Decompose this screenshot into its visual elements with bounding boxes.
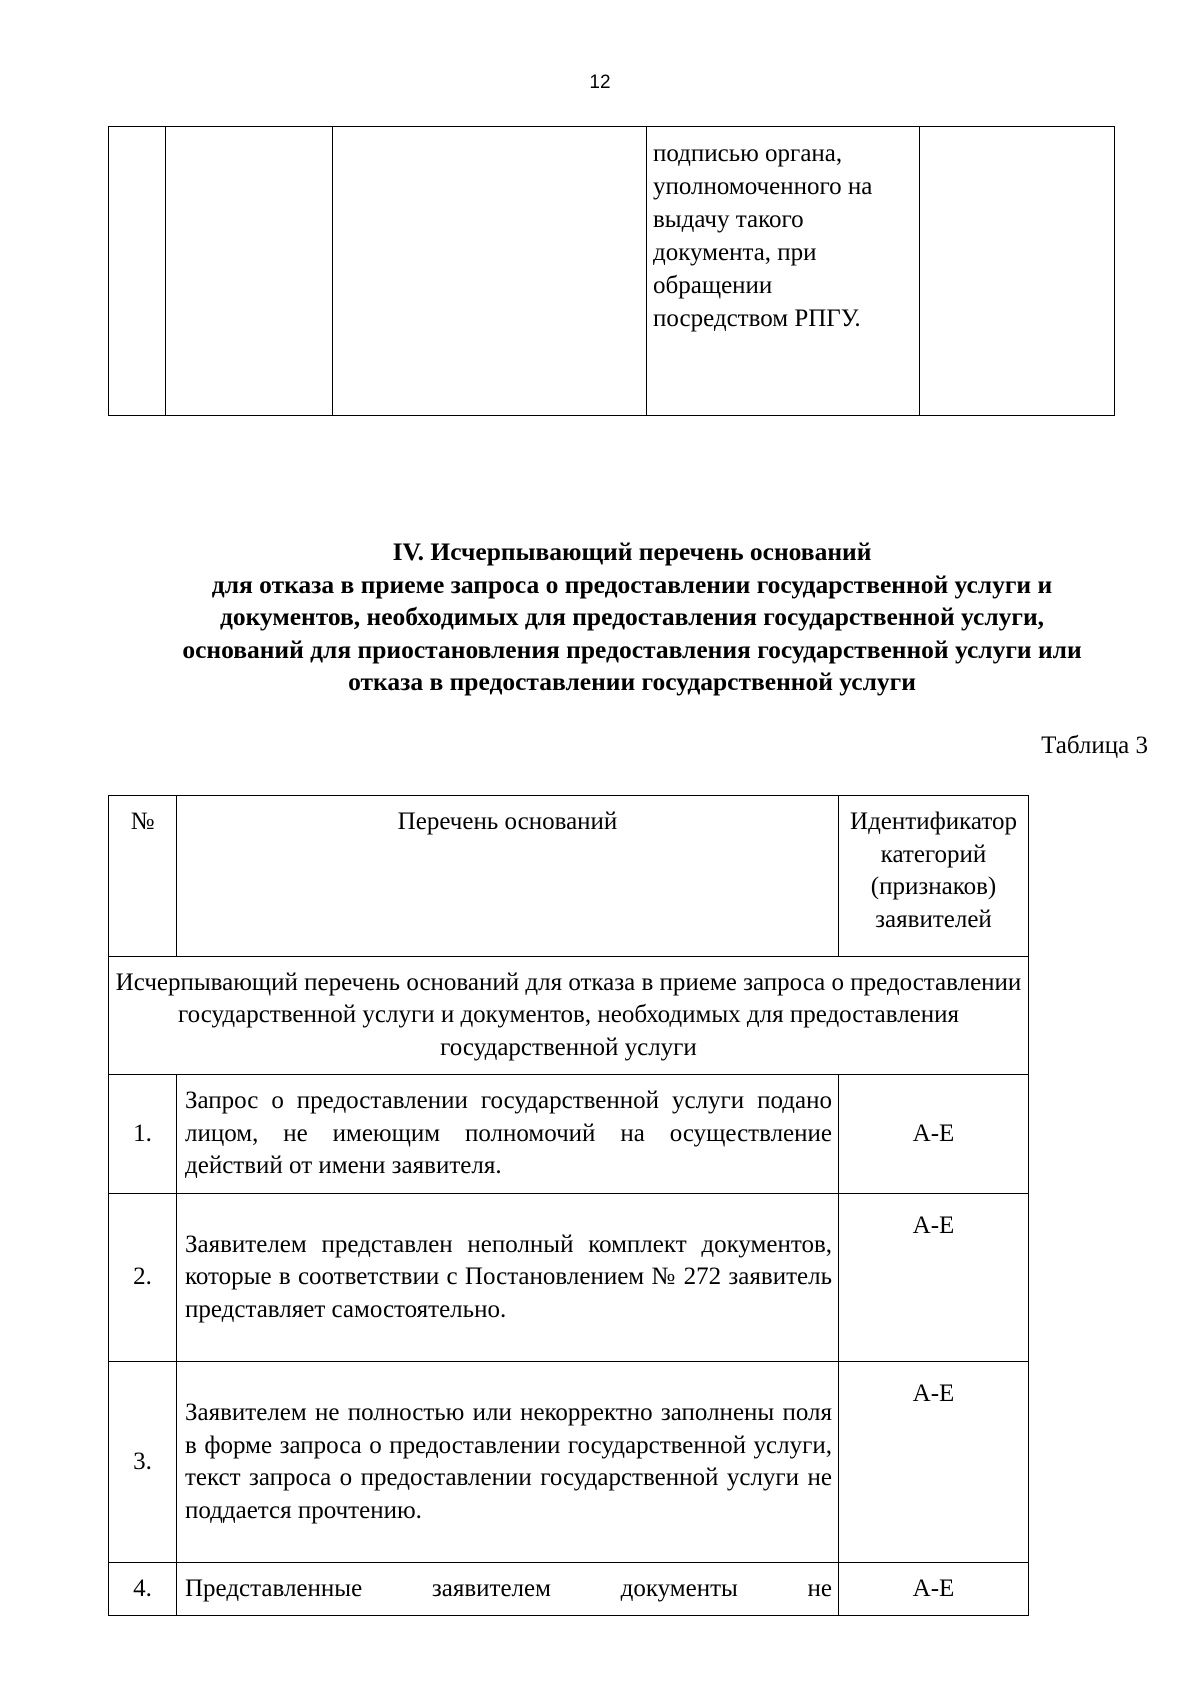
header-identifier: Идентификатор категорий (признаков) заявителей (839, 796, 1029, 957)
row-basis: Запрос о предоставлении государственной услуги подано лицом, не имеющим полномочий на осуществление действий от имени заявителя. (177, 1075, 839, 1194)
table-row (109, 1194, 1029, 1362)
group-title-row (109, 957, 1029, 1075)
section-heading-line: отказа в предоставлении государственной услуги (348, 667, 916, 696)
row-identifier: А-Е (839, 1563, 1029, 1616)
continuation-cell-5 (920, 127, 1115, 416)
table-row (109, 1362, 1029, 1563)
group-title: Исчерпывающий перечень оснований для отказа в приеме запроса о предоставлении государственной услуги и документов, необходимых для предоставления государственной услуги (109, 957, 1029, 1075)
row-identifier: А-Е (839, 1075, 1029, 1194)
section-heading (0, 536, 1200, 699)
header-basis: Перечень оснований (177, 796, 839, 957)
continuation-text-cell: подписью органа, уполномоченного на выдачу такого документа, при обращении посредством РПГУ. (647, 127, 920, 416)
row-number: 4. (109, 1563, 177, 1616)
table-row (109, 1075, 1029, 1194)
table-row (109, 1563, 1029, 1616)
row-basis: Представленные заявителем документы не (177, 1563, 839, 1616)
section-heading-line: IV. Исчерпывающий перечень оснований (392, 537, 872, 566)
row-number: 1. (109, 1075, 177, 1194)
row-identifier: А-Е (839, 1194, 1029, 1362)
grounds-table (108, 795, 1029, 1616)
continuation-cell-2 (166, 127, 333, 416)
row-number: 3. (109, 1362, 177, 1563)
continuation-table (108, 126, 1115, 416)
row-identifier: А-Е (839, 1362, 1029, 1563)
row-number: 2. (109, 1194, 177, 1362)
table-header-row (109, 796, 1029, 957)
section-heading-line: для отказа в приеме запроса о предоставлении государственной услуги и (211, 569, 1053, 599)
header-number: № (109, 796, 177, 957)
page-number: 12 (589, 72, 611, 93)
row-basis: Заявителем не полностью или некорректно заполнены поля в форме запроса о предоставлении государственной услуги, текст запроса о предоставлении государственной услуги не поддается прочтению. (177, 1362, 839, 1563)
section-heading-line: оснований для приостановления предоставления государственной услуги или (182, 634, 1082, 664)
table-caption: Таблица 3 (1041, 732, 1148, 759)
continuation-cell-1 (109, 127, 166, 416)
section-heading-line: документов, необходимых для предоставления государственной услуги, (219, 602, 1045, 631)
row-basis: Заявителем представлен неполный комплект документов, которые в соответствии с Постановлением № 272 заявитель представляет самостоятельно. (177, 1194, 839, 1362)
continuation-cell-3 (333, 127, 647, 416)
